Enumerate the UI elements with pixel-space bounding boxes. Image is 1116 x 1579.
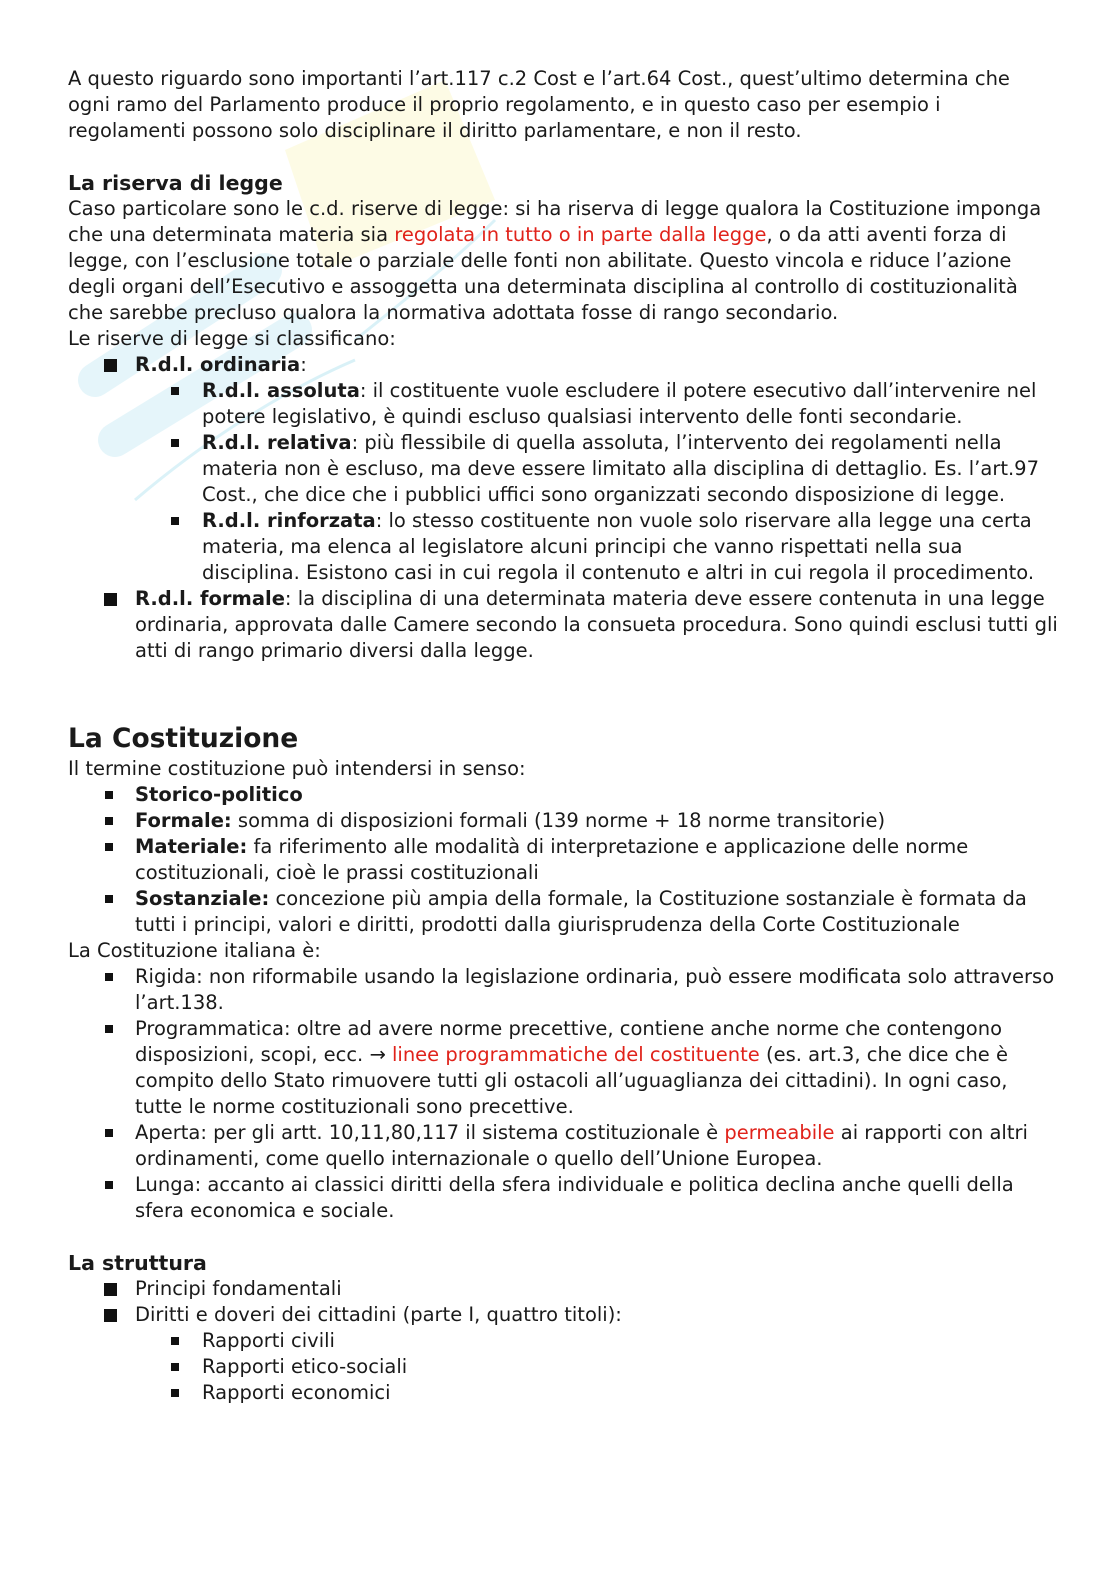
riserva-classification-intro: Le riserve di legge si classificano:	[68, 327, 396, 350]
small-square-bullet-icon	[105, 817, 113, 825]
list-item-materiale: Materiale: fa riferimento alle modalità di interpretazione e applicazione delle norme costituzionali, cioè le prassi costituzionali	[68, 834, 1058, 886]
list-item-rapporti-etico-sociali: Rapporti etico-sociali	[68, 1354, 1058, 1380]
costituzione-italiana-intro: La Costituzione italiana è:	[68, 939, 321, 962]
list-item-ordinaria: R.d.l. ordinaria: R.d.l. assoluta: il costituente vuole escludere il potere esecutivo dall’intervenire nel potere legislativo, è quindi escluso qualsiasi intervento delle fonti secondarie. R.d.l. relativa: più flessibile di quella assoluta, l’intervento dei regolamenti nella materia non è escluso, ma deve essere limitato alla disciplina di dettaglio. Es. l’art.97 Cost., che dice che i pubblici uffici sono organizzati secondo disposizione di legge. R.d.l. rinforzata: lo stesso costituente non vuole solo riservare alla legge una certa materia, ma elenca al legislatore alcuni principi che vanno rispettati nella sua disciplina. Esistono casi in cui regola il contenuto e altri in cui regola il procedimento.	[68, 352, 1058, 586]
heading-la-costituzione: La Costituzione	[68, 723, 299, 754]
list-item-rigida: Rigida: non riformabile usando la legislazione ordinaria, può essere modificata solo attraverso l’art.138.	[68, 964, 1058, 1016]
small-square-bullet-icon	[105, 791, 113, 799]
costituzione-intro: Il termine costituzione può intendersi in senso:	[68, 757, 526, 780]
small-square-bullet-icon	[105, 973, 113, 981]
square-bullet-icon	[104, 1309, 117, 1322]
list-item-rapporti-civili: Rapporti civili	[68, 1328, 1058, 1354]
caratteri-list	[68, 964, 1058, 1224]
list-item-principi: Principi fondamentali	[68, 1276, 1058, 1302]
small-square-bullet-icon	[171, 387, 179, 395]
intro-paragraph: A questo riguardo sono importanti l’art.117 c.2 Cost e l’art.64 Cost., quest’ultimo determina che ogni ramo del Parlamento produce il proprio regolamento, e in questo caso per esempio i regolamenti possono solo disciplinare il diritto parlamentare, e non il resto.	[68, 67, 1010, 142]
list-item-lunga: Lunga: accanto ai classici diritti della sfera individuale e politica declina anche quelli della sfera economica e sociale.	[68, 1172, 1058, 1224]
struttura-list	[68, 1276, 1058, 1406]
rapporti-sublist	[68, 1328, 1058, 1406]
heading-la-struttura: La struttura	[68, 1251, 207, 1275]
highlight-regolata: regolata in tutto o in parte dalla legge	[394, 223, 767, 246]
list-item-sostanziale: Sostanziale: concezione più ampia della formale, la Costituzione sostanziale è formata da tutti i principi, valori e diritti, prodotti dalla giurisprudenza della Corte Costituzionale	[68, 886, 1058, 938]
list-item-diritti-doveri: Diritti e doveri dei cittadini (parte I, quattro titoli): Rapporti civili Rapporti etico-sociali Rapporti economici	[68, 1302, 1058, 1406]
highlight-permeabile: permeabile	[724, 1121, 835, 1144]
small-square-bullet-icon	[171, 1337, 179, 1345]
square-bullet-icon	[104, 1283, 117, 1296]
riserva-paragraph: Caso particolare sono le c.d. riserve di legge: si ha riserva di legge qualora la Costituzione imponga che una determinata materia sia regolata in tutto o in parte dalla legge, o da atti aventi forza di legge, con l’esclusione totale o parziale delle fonti non abilitate. Questo vincola e riduce l’azione degli organi dell’Esecutivo e assoggetta una determinata disciplina al controllo di costituzionalità che sarebbe precluso qualora la normativa adottata fosse di rango secondario.	[68, 197, 1042, 324]
small-square-bullet-icon	[171, 1389, 179, 1397]
list-item-rapporti-economici: Rapporti economici	[68, 1380, 1058, 1406]
list-item-formale-senso: Formale: somma di disposizioni formali (139 norme + 18 norme transitorie)	[68, 808, 1058, 834]
heading-riserva-di-legge: La riserva di legge	[68, 171, 283, 195]
small-square-bullet-icon	[105, 895, 113, 903]
list-item-storico-politico: Storico-politico	[68, 782, 1058, 808]
square-bullet-icon	[104, 359, 117, 372]
small-square-bullet-icon	[105, 1025, 113, 1033]
list-item-programmatica: Programmatica: oltre ad avere norme precettive, contiene anche norme che contengono disposizioni, scopi, ecc. → linee programmatiche del costituente (es. art.3, che dice che è compito dello Stato rimuovere tutti gli ostacoli all’uguaglianza dei cittadini). In ogni caso, tutte le norme costituzionali sono precettive.	[68, 1016, 1058, 1120]
list-item-assoluta: R.d.l. assoluta: il costituente vuole escludere il potere esecutivo dall’intervenire nel potere legislativo, è quindi escluso qualsiasi intervento delle fonti secondarie.	[68, 378, 1058, 430]
list-item-formale: R.d.l. formale: la disciplina di una determinata materia deve essere contenuta in una legge ordinaria, approvata dalle Camere secondo la consueta procedura. Sono quindi esclusi tutti gli atti di rango primario diversi dalla legge.	[68, 586, 1058, 664]
sensi-list	[68, 782, 1058, 938]
small-square-bullet-icon	[105, 1181, 113, 1189]
small-square-bullet-icon	[105, 843, 113, 851]
small-square-bullet-icon	[105, 1129, 113, 1137]
list-item-aperta: Aperta: per gli artt. 10,11,80,117 il sistema costituzionale è permeabile ai rapporti con altri ordinamenti, come quello internazionale o quello dell’Unione Europea.	[68, 1120, 1058, 1172]
ordinaria-sublist	[68, 378, 1058, 586]
riserva-list	[68, 352, 1058, 664]
square-bullet-icon	[104, 593, 117, 606]
document-page	[68, 66, 1058, 1406]
small-square-bullet-icon	[171, 517, 179, 525]
small-square-bullet-icon	[171, 439, 179, 447]
highlight-linee-programmatiche: linee programmatiche del costituente	[391, 1043, 760, 1066]
small-square-bullet-icon	[171, 1363, 179, 1371]
list-item-rinforzata: R.d.l. rinforzata: lo stesso costituente non vuole solo riservare alla legge una certa materia, ma elenca al legislatore alcuni principi che vanno rispettati nella sua disciplina. Esistono casi in cui regola il contenuto e altri in cui regola il procedimento.	[68, 508, 1058, 586]
list-item-relativa: R.d.l. relativa: più flessibile di quella assoluta, l’intervento dei regolamenti nella materia non è escluso, ma deve essere limitato alla disciplina di dettaglio. Es. l’art.97 Cost., che dice che i pubblici uffici sono organizzati secondo disposizione di legge.	[68, 430, 1058, 508]
